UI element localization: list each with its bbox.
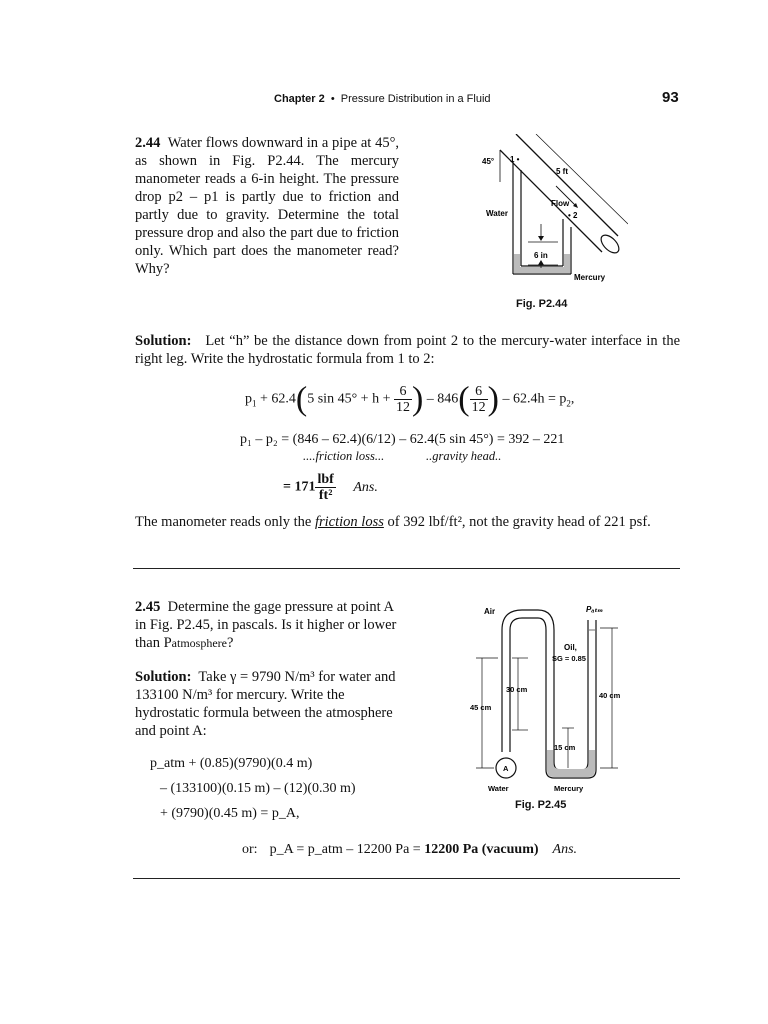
header-bullet: • [330, 93, 335, 105]
note-gravity-head: ..gravity head.. [426, 449, 502, 463]
eq1-p2-sub: 2 [566, 398, 571, 409]
eq3-prefix: = 171 [283, 479, 316, 495]
final-ans: Ans. [552, 842, 578, 857]
fig45-h30-label: 30 cm [506, 685, 528, 694]
running-header [274, 93, 491, 105]
fig44-point2: • 2 [568, 211, 578, 220]
fig45-h15-label: 15 cm [554, 743, 576, 752]
final-eq: p_A = p_atm – 12200 Pa = [269, 842, 425, 857]
solution-2-44-intro [135, 332, 680, 368]
problem-number-2-45: 2.45 [135, 599, 161, 615]
fig45-patm-label: Pₐₜₘ [586, 605, 603, 614]
eq-2-45-line3: + (9790)(0.45 m) = p_A, [160, 806, 300, 821]
problem-2-45-text-sub: atmosphere [171, 636, 227, 650]
eq3-unit-num: lbf [317, 472, 334, 487]
eq-2-45-line2: – (133100)(0.15 m) – (12)(0.30 m) [160, 781, 356, 796]
equation-2-44-result [283, 472, 378, 503]
fig45-mercury-label: Mercury [554, 784, 584, 793]
fig44-flow-label: Flow [551, 199, 570, 208]
fig45-h40-label: 40 cm [599, 691, 621, 700]
fig45-oil-label: Oil, [564, 643, 577, 652]
figure-p2-45-caption: Fig. P2.45 [515, 799, 567, 811]
solution-label: Solution: [135, 333, 192, 349]
figure-p2-45 [468, 600, 628, 795]
fig45-air-label: Air [484, 607, 496, 616]
problem-number: 2.44 [135, 135, 161, 151]
equation-2-44-line1: $p_1 + 62.4(5$ sin 45° + h + $\frac{6}{12}$ ) – 846( $\frac{6}{12}$ ) – $62.4h = p_2$, [245, 380, 575, 418]
divider-1 [133, 568, 680, 569]
fig45-a-label: A [503, 764, 509, 773]
conclusion-text-b: of 392 lbf/ft², not the gravity head of 221 psf. [383, 514, 651, 530]
fig45-h45-label: 45 cm [470, 703, 492, 712]
fig44-angle-label: 45° [482, 157, 495, 166]
friction-loss-emphasis: friction loss [314, 514, 384, 530]
solution-text: Let “h” be the distance down from point 2 to the mercury-water interface in the right leg. Write the hydrostatic formula from 1 to 2: [135, 333, 680, 367]
divider-2 [133, 878, 680, 879]
solution-2-45-intro [135, 668, 401, 740]
eq3-ans: Ans. [353, 479, 378, 495]
eq1-tail: , [570, 391, 575, 407]
eq1-frac2-num: 6 [470, 384, 488, 400]
fig44-water-label: Water [486, 209, 508, 218]
eq1-p1: p [245, 391, 252, 407]
final-bold: 12200 Pa (vacuum) [424, 842, 539, 857]
eq-2-45-line1: p_atm + (0.85)(9790)(0.4 m) [150, 756, 313, 771]
conclusion-2-44 [135, 513, 680, 531]
solution-label-2-45: Solution: [135, 669, 192, 685]
final-answer-2-45 [242, 842, 577, 858]
figure-p2-44-caption: Fig. P2.44 [516, 298, 568, 310]
conclusion-text-a: The manometer reads only the [135, 514, 315, 530]
problem-2-45-statement [135, 598, 405, 652]
final-or: or: [242, 842, 258, 857]
problem-2-45-text-b: ? [226, 635, 234, 651]
fig44-mercury-label: Mercury [574, 273, 606, 282]
fig44-height-label: 6 in [534, 251, 548, 260]
eq1-frac-num: 6 [394, 384, 412, 400]
fig45-water-label: Water [488, 784, 509, 793]
figure-p2-44 [478, 134, 628, 304]
eq3-unit-den: ft² [318, 488, 333, 503]
problem-2-44-statement [135, 134, 399, 278]
eq1-inner-a: 5 sin 45° + h + [307, 391, 394, 407]
equation-2-44-line2: p₁ – p₂ = (846 – 62.4)(6/12) – 62.4(5 sin 45°) = 392 – 221 [240, 432, 565, 447]
chapter-label: Chapter 2 [274, 93, 325, 105]
fig45-sg-label: SG = 0.85 [552, 654, 586, 663]
eq1-frac2-den: 12 [471, 400, 486, 415]
problem-2-45-text-a: Determine the gage pressure at point A in Fig. P2.45, in pascals. Is it higher or lower than P [135, 599, 397, 651]
fig44-point1: 1 • [510, 155, 520, 164]
solution-2-45-text: Take γ = 9790 N/m³ for water and 133100 N/m³ for mercury. Write the hydrostatic formula between the atmosphere and point A: [135, 669, 396, 739]
note-friction-loss: ....friction loss... [303, 449, 385, 463]
problem-text: Water flows downward in a pipe at 45°, as shown in Fig. P2.44. The mercury manometer reads a 6-in height. The pressure drop p2 – p1 is partly due to friction and partly due to gravity. Determine the total pressure drop and also the part due to friction only. Which part does the manometer read? Why? [135, 135, 399, 277]
fig44-length-label: 5 ft [556, 167, 568, 176]
eq1-part-c: – 62.4h = p [498, 391, 567, 407]
eq1-p1-sub: 1 [252, 398, 257, 409]
eq1-part-b: – 846 [423, 391, 459, 407]
eq1-part-a: + 62.4 [256, 391, 296, 407]
eq1-frac-den: 12 [395, 400, 410, 415]
page-number: 93 [662, 89, 679, 106]
chapter-title: Pressure Distribution in a Fluid [340, 93, 491, 105]
